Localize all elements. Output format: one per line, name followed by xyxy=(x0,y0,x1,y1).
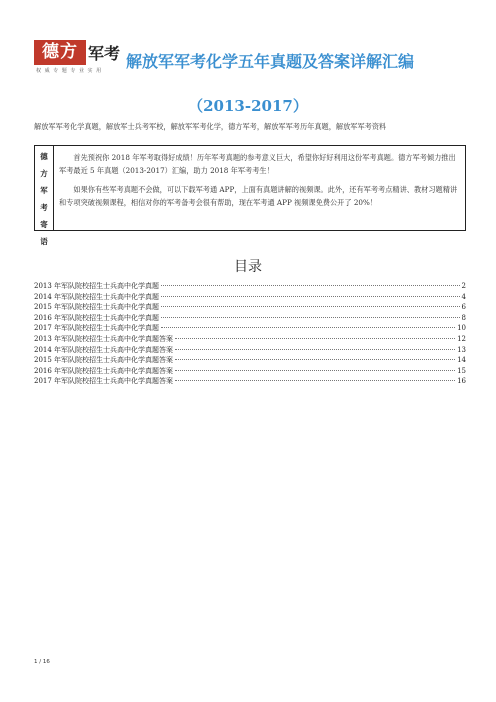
toc-entry-title[interactable]: 2017 年军队院校招生士兵高中化学真题答案 xyxy=(34,377,174,386)
toc-entry[interactable] xyxy=(34,302,466,313)
toc-entry[interactable] xyxy=(34,334,466,345)
toc-leader-dots xyxy=(161,306,459,307)
table-of-contents xyxy=(34,281,466,387)
toc-entry-page[interactable]: 13 xyxy=(457,345,466,354)
toc-leader-dots xyxy=(161,317,459,318)
document-title: 解放军军考化学五年真题及答案详解汇编 xyxy=(126,52,415,71)
toc-leader-dots xyxy=(161,296,459,297)
toc-entry-page[interactable]: 10 xyxy=(457,324,466,333)
toc-leader-dots xyxy=(175,359,455,360)
notice-label-char: 德 xyxy=(40,152,48,161)
toc-entry-page[interactable]: 8 xyxy=(461,313,466,322)
logo-red-block: 德方 xyxy=(34,40,86,65)
toc-entry-title[interactable]: 2014 年军队院校招生士兵高中化学真题 xyxy=(34,292,160,301)
notice-label xyxy=(35,146,54,246)
defang-logo xyxy=(34,40,122,76)
page-indicator: 1 / 16 xyxy=(34,659,50,665)
notice-label-char: 军 xyxy=(40,186,48,195)
logo-brand-text: 军考 xyxy=(88,44,121,63)
toc-entry-page[interactable]: 4 xyxy=(461,292,466,301)
toc-entry[interactable] xyxy=(34,313,466,324)
notice-label-char: 考 xyxy=(40,203,48,212)
toc-entry-title[interactable]: 2016 年军队院校招生士兵高中化学真题答案 xyxy=(34,366,174,375)
toc-entry-page[interactable]: 15 xyxy=(457,366,466,375)
page-header xyxy=(34,40,464,78)
toc-entry-page[interactable]: 2 xyxy=(461,282,466,290)
notice-label-char: 语 xyxy=(40,237,48,246)
toc-entry-page[interactable]: 16 xyxy=(457,377,466,386)
toc-entry[interactable] xyxy=(34,355,466,366)
toc-entry-title[interactable]: 2015 年军队院校招生士兵高中化学真题答案 xyxy=(34,356,174,365)
notice-box xyxy=(34,145,466,246)
logo-tagline: 权 威 专 题 专 业 实 用 xyxy=(36,68,103,74)
notice-label-char: 寄 xyxy=(40,220,48,229)
toc-entry[interactable] xyxy=(34,292,466,303)
toc-entry-title[interactable]: 2015 年军队院校招生士兵高中化学真题 xyxy=(34,303,160,312)
toc-entry[interactable] xyxy=(34,345,466,356)
toc-leader-dots xyxy=(161,285,459,286)
toc-leader-dots xyxy=(161,327,455,328)
year-range: （2013-2017） xyxy=(188,97,308,115)
keywords-line: 解放军军考化学真题，解放军士兵考军校，解放军军考化学，德方军考，解放军军考历年真题，解放军军考资料 xyxy=(34,122,387,131)
toc-entry-title[interactable]: 2016 年军队院校招生士兵高中化学真题 xyxy=(34,313,160,322)
toc-leader-dots xyxy=(175,370,455,371)
toc-entry-title[interactable]: 2014 年军队院校招生士兵高中化学真题答案 xyxy=(34,345,174,354)
toc-entry-page[interactable]: 14 xyxy=(457,356,466,365)
toc-entry-title[interactable]: 2013 年军队院校招生士兵高中化学真题答案 xyxy=(34,334,174,343)
notice-paragraph-1: 首先预祝你 2018 年军考取得好成绩！历年军考真题的参考意义巨大，希望你好好利用这份军考真题。德方军考倾力推出军考最近 5 年真题（2013-2017）汇编，助力 2018 年军考考生！ xyxy=(59,153,456,175)
notice-body xyxy=(59,151,459,209)
toc-entry-title[interactable]: 2017 年军队院校招生士兵高中化学真题 xyxy=(34,324,160,333)
notice-paragraph-2: 如果你有些军考真题不会做，可以下载军考通 APP，上面有真题讲解的视频课。此外，还有军考考点精讲、教材习题精讲和专项突破视频课程，相信对你的军考备考会很有帮助，现在军考通 APP 视频课免费公开了 20%！ xyxy=(59,185,458,207)
notice-label-char: 方 xyxy=(40,169,48,178)
toc-entry-title[interactable]: 2013 年军队院校招生士兵高中化学真题 xyxy=(34,282,160,290)
toc-entry[interactable] xyxy=(34,366,466,377)
toc-leader-dots xyxy=(175,349,455,350)
toc-entry[interactable] xyxy=(34,281,466,292)
toc-entry-page[interactable]: 6 xyxy=(461,303,466,312)
toc-title: 目录 xyxy=(234,259,262,275)
toc-entry[interactable] xyxy=(34,376,466,387)
toc-entry[interactable] xyxy=(34,323,466,334)
toc-leader-dots xyxy=(175,338,455,339)
toc-entry-page[interactable]: 12 xyxy=(457,334,466,343)
toc-leader-dots xyxy=(175,380,455,381)
